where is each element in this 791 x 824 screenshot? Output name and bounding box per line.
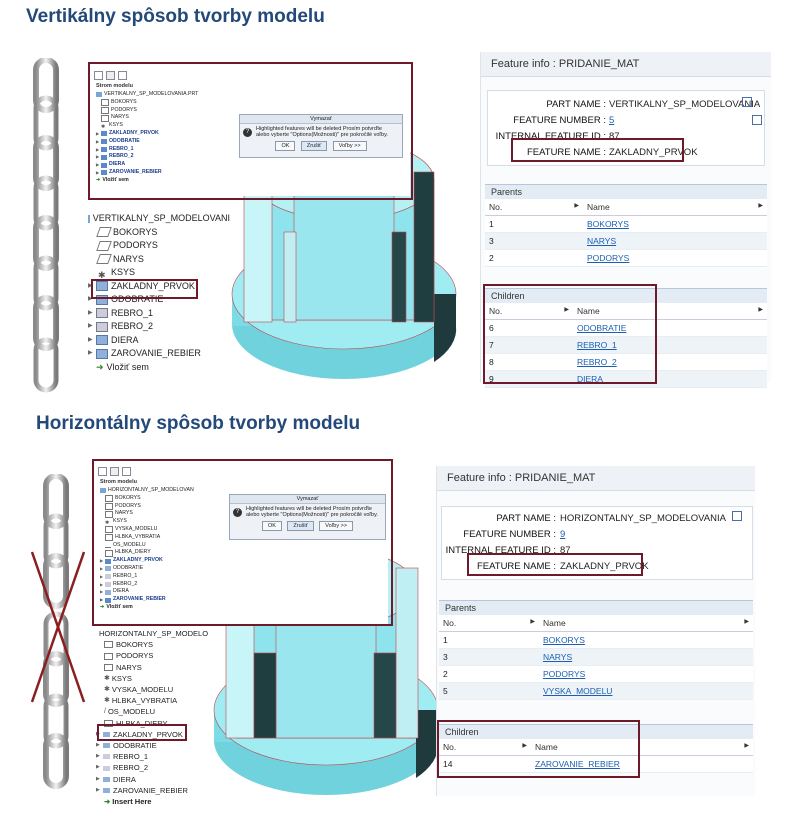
tree-item[interactable]: ▶ REBRO_2 [100,580,138,587]
plane-icon [96,241,112,251]
tree-item[interactable]: ▶ REBRO_2 [96,763,149,773]
insert-arrow-icon: ➜ [96,361,104,372]
plane-icon [104,653,113,660]
table-row: 9 DIERA [485,371,767,388]
highlight-frame [437,720,640,778]
table-row: 1 BOKORYS [485,216,767,233]
table-row: 6 ODOBRATIE [485,320,767,337]
children-table-section: Children No. ▶ Name ▶ 14 ZAROVANIE_REBIER [439,724,753,773]
highlight-frame [467,553,643,576]
highlight-frame [97,724,187,741]
ok-button[interactable]: OK [275,141,295,151]
dialog-message-1: Highlighted features will be deleted Prosím potvrďte [256,126,382,132]
feature-details: PART NAME : HORIZONTALNY_SP_MODELOVANIA FEATURE NUMBER : 9 INTERNAL FEATURE ID : 87 FEATURE NAME : ZAKLADNY_PRVOK [441,506,753,580]
part-icon [88,215,90,223]
tree-item[interactable]: ▶ ZAKLADNY_PRVOK [100,557,163,564]
tree-item[interactable]: HLBKA_DIERY [100,549,384,557]
table-row: 2 PODORYS [439,666,753,683]
highlight-frame [88,62,413,200]
tree-item[interactable]: NARYS [100,510,384,518]
insert-arrow-icon: ➜ [100,603,105,610]
feature-name-value: ZAKLADNY_PRVOK [560,561,649,572]
internal-id-value: 87 [609,131,620,142]
broken-chain-icon [28,474,88,814]
tree-item-zakladny-prvok[interactable]: ▶ ZAKLADNY_PRVOK [96,729,183,739]
highlight-frame [483,284,657,384]
plane-icon [104,664,113,671]
tree-item[interactable]: ▶ REBRO_2 [88,321,154,331]
tree-item[interactable]: ✱ VYSKA_MODELU [104,685,174,695]
table-row: 7 REBRO_1 [485,337,767,354]
highlight-frame [91,279,198,299]
tree-item[interactable]: HLBKA_VYBRATIA [100,534,384,542]
tree-item[interactable]: ▶ REBRO_1 [100,572,138,579]
tree-item[interactable]: NARYS [88,253,230,267]
tree-root[interactable]: VERTIKALNY_SP_MODELOVANI [88,212,230,226]
tree-item[interactable]: ✱ KSYS [101,122,123,130]
vertical-method-title: Vertikálny spôsob tvorby modelu [26,6,325,27]
plane-icon [104,641,113,648]
tree-item[interactable]: BOKORYS [100,495,384,503]
question-icon: ? [243,128,252,137]
cancel-button[interactable]: Zrušiť [301,141,327,151]
dialog-message-2: alebo vyberte "Options(Možnosti)" pre pokročilé voľby. [256,132,388,138]
insert-here[interactable]: ➜ Insert Here [104,797,152,807]
axis-icon: / [104,708,106,716]
coordinate-system-icon: ✱ [101,123,106,130]
question-icon: ? [233,508,242,517]
dialog-message-2: alebo vyberte "Options(Možnosti)" pre pokročilé voľby. [246,512,378,518]
rib-icon [96,308,108,318]
chain-icon [28,58,64,398]
parents-table-section: Parents No. ▶ Name ▶ 1 BOKORYS 3 NARYS 2 PODORYS 5 VYSKA_MODELU [439,600,753,700]
tree-header: Strom modelu [100,479,137,485]
tree-item[interactable]: NARYS [96,662,200,673]
feature-number-link[interactable]: 9 [560,529,566,540]
tree-item[interactable]: / OS_MODELU [104,707,156,717]
tree-item[interactable]: ▶ REBRO_1 [96,752,149,762]
insert-here[interactable]: ➜ Vložiť sem [100,603,133,610]
dialog-title: Vymazať [230,495,385,504]
tree-item[interactable]: VYSKA_MODELU [100,526,384,534]
ok-button[interactable]: OK [262,521,282,531]
tree-item[interactable]: ▶ ODOBRATIE [88,294,164,304]
table-row: 2 PODORYS [485,250,767,267]
dialog-message-1: Highlighted features will be deleted Prosím potvrďte [246,506,372,512]
children-table: No. ▶ Name ▶ 6 ODOBRATIE 7 REBRO_1 8 REBRO_2 9 DIERA [485,303,767,388]
tree-root[interactable]: HORIZONTALNY_SP_MODELOVAN [100,487,384,495]
tree-item[interactable]: ▶ ODOBRATIE [96,137,140,144]
internal-id-value: 87 [560,545,571,556]
options-button[interactable]: Voľby >> [319,521,353,531]
extrude-icon [103,788,110,793]
tree-item[interactable]: ▶ ZAROVANIE_REBIER [96,168,162,175]
tree-item[interactable]: ▶ DIERA [96,161,126,168]
tree-item[interactable]: PODORYS [100,503,384,511]
plane-icon [96,227,112,237]
plane-icon [96,254,112,264]
rib-icon [103,754,110,759]
tree-item[interactable]: ▶ ODOBRATIE [96,741,157,751]
part-info-icon[interactable] [742,97,752,107]
rib-icon [96,322,108,332]
table-row: 5 VYSKA_MODELU [439,683,753,700]
datum-icon: ✱ [104,686,110,694]
tree-root[interactable]: HORIZONTALNY_SP_MODELO [99,629,209,638]
insert-arrow-icon: ➜ [96,176,101,183]
tree-item[interactable]: ▶ DIERA [96,774,136,784]
tree-item[interactable]: ▶ REBRO_1 [96,145,134,152]
tree-item[interactable]: ▶ ZAROVANIE_REBIER [88,348,201,358]
table-row: 3 NARYS [439,649,753,666]
parents-table: No. ▶ Name ▶ 1 BOKORYS 3 NARYS 2 PODORYS 5 VYSKA_MODELU [439,615,753,700]
dialog-title: Vymazať [240,115,402,124]
tree-item[interactable]: ▶ DIERA [88,334,139,345]
extrude-icon [103,743,110,748]
coordinate-system-icon: ✱ [98,269,106,280]
cancel-button[interactable]: Zrušiť [287,521,313,531]
tree-item[interactable]: ▶ REBRO_1 [88,307,154,318]
tree-item[interactable]: ✱ HLBKA_VYBRATIA [104,696,178,706]
tree-item[interactable]: PODORYS [88,239,230,253]
tree-item[interactable]: ▶ ZAKLADNY_PRVOK [96,129,159,136]
tree-item[interactable]: BOKORYS [96,639,200,650]
tree-item[interactable]: HLBKA_DIERY [96,718,200,729]
tree-item[interactable]: PODORYS [96,650,200,661]
tree-header: Strom modelu [96,83,133,89]
table-row: 14 ZAROVANIE_REBIER [439,756,753,773]
options-button[interactable]: Voľby >> [333,141,367,151]
table-row: 3 NARYS [485,233,767,250]
feature-info-title: Feature info : PRIDANIE_MAT [437,466,755,491]
parents-table-section: Parents No. ▶ Name ▶ 1 BOKORYS 3 NARYS 2 PODORYS [485,184,767,267]
coordinate-system-icon: ✱ [105,519,110,526]
tree-item-zakladny-prvok[interactable]: ▶ ZAKLADNY_PRVOK [88,280,195,291]
insert-here[interactable]: ➜ Vložiť sem [88,361,230,375]
tree-item[interactable]: ▶ ODOBRATIE [100,564,144,571]
datum-icon: ✱ [104,697,110,705]
extrude-icon [96,349,108,359]
table-row: 8 REBRO_2 [485,354,767,371]
feature-name-value: ZAKLADNY_PRVOK [609,147,698,158]
parents-table: No. ▶ Name ▶ 1 BOKORYS 3 NARYS 2 PODORYS [485,199,767,267]
tree-item[interactable]: BOKORYS [96,99,406,107]
tree-item[interactable]: ✱ KSYS [105,518,127,526]
tree-item[interactable]: OS_MODELU [100,542,384,550]
tree-item[interactable]: BOKORYS [88,226,230,240]
table-row: 1 BOKORYS [439,632,753,649]
children-table: No. ▶ Name ▶ 14 ZAROVANIE_REBIER [439,739,753,773]
tree-item[interactable]: NARYS [96,114,406,122]
highlight-frame [511,138,684,162]
insert-arrow-icon: ➜ [104,797,111,807]
feature-info-title: Feature info : PRIDANIE_MAT [481,52,771,77]
tree-item[interactable]: ✱ KSYS [98,267,136,280]
model-tree-horizontal [96,628,209,807]
part-name-value: HORIZONTALNY_SP_MODELOVANIA [560,513,726,524]
feature-details: PART NAME : VERTIKALNY_SP_MODELOVANIA FEATURE NUMBER : 5 INTERNAL FEATURE ID : 87 FEATURE NAME : ZAKLADNY_PRVOK [487,90,765,166]
highlight-frame [92,459,393,626]
feature-number-link[interactable]: 5 [609,115,615,126]
tree-item[interactable]: ✱ KSYS [104,673,132,683]
tree-item[interactable]: ▶ DIERA [100,588,129,595]
tree-root[interactable]: VERTIKALNY_SP_MODELOVANIA.PRT [96,91,406,99]
part-info-icon[interactable] [732,511,742,521]
coordinate-system-icon: ✱ [104,674,110,682]
part-name-value: VERTIKALNY_SP_MODELOVANIA [609,99,761,110]
tree-item[interactable]: ▶ ZAROVANIE_REBIER [96,785,188,795]
horizontal-method-title: Horizontálny spôsob tvorby modelu [36,413,361,434]
feature-info-icon[interactable] [752,115,762,125]
tree-item[interactable]: ▶ ZAROVANIE_REBIER [100,596,166,603]
tree-item[interactable]: ▶ REBRO_2 [96,153,134,160]
tree-item[interactable]: PODORYS [96,107,406,115]
rib-icon [103,766,110,771]
children-table-section: Children No. ▶ Name ▶ 6 ODOBRATIE 7 REBRO_1 8 REBRO_2 9 DIERA [485,288,767,388]
hole-icon [96,335,108,345]
insert-here[interactable]: ➜ Vložiť sem [96,176,129,183]
hole-icon [103,777,110,782]
